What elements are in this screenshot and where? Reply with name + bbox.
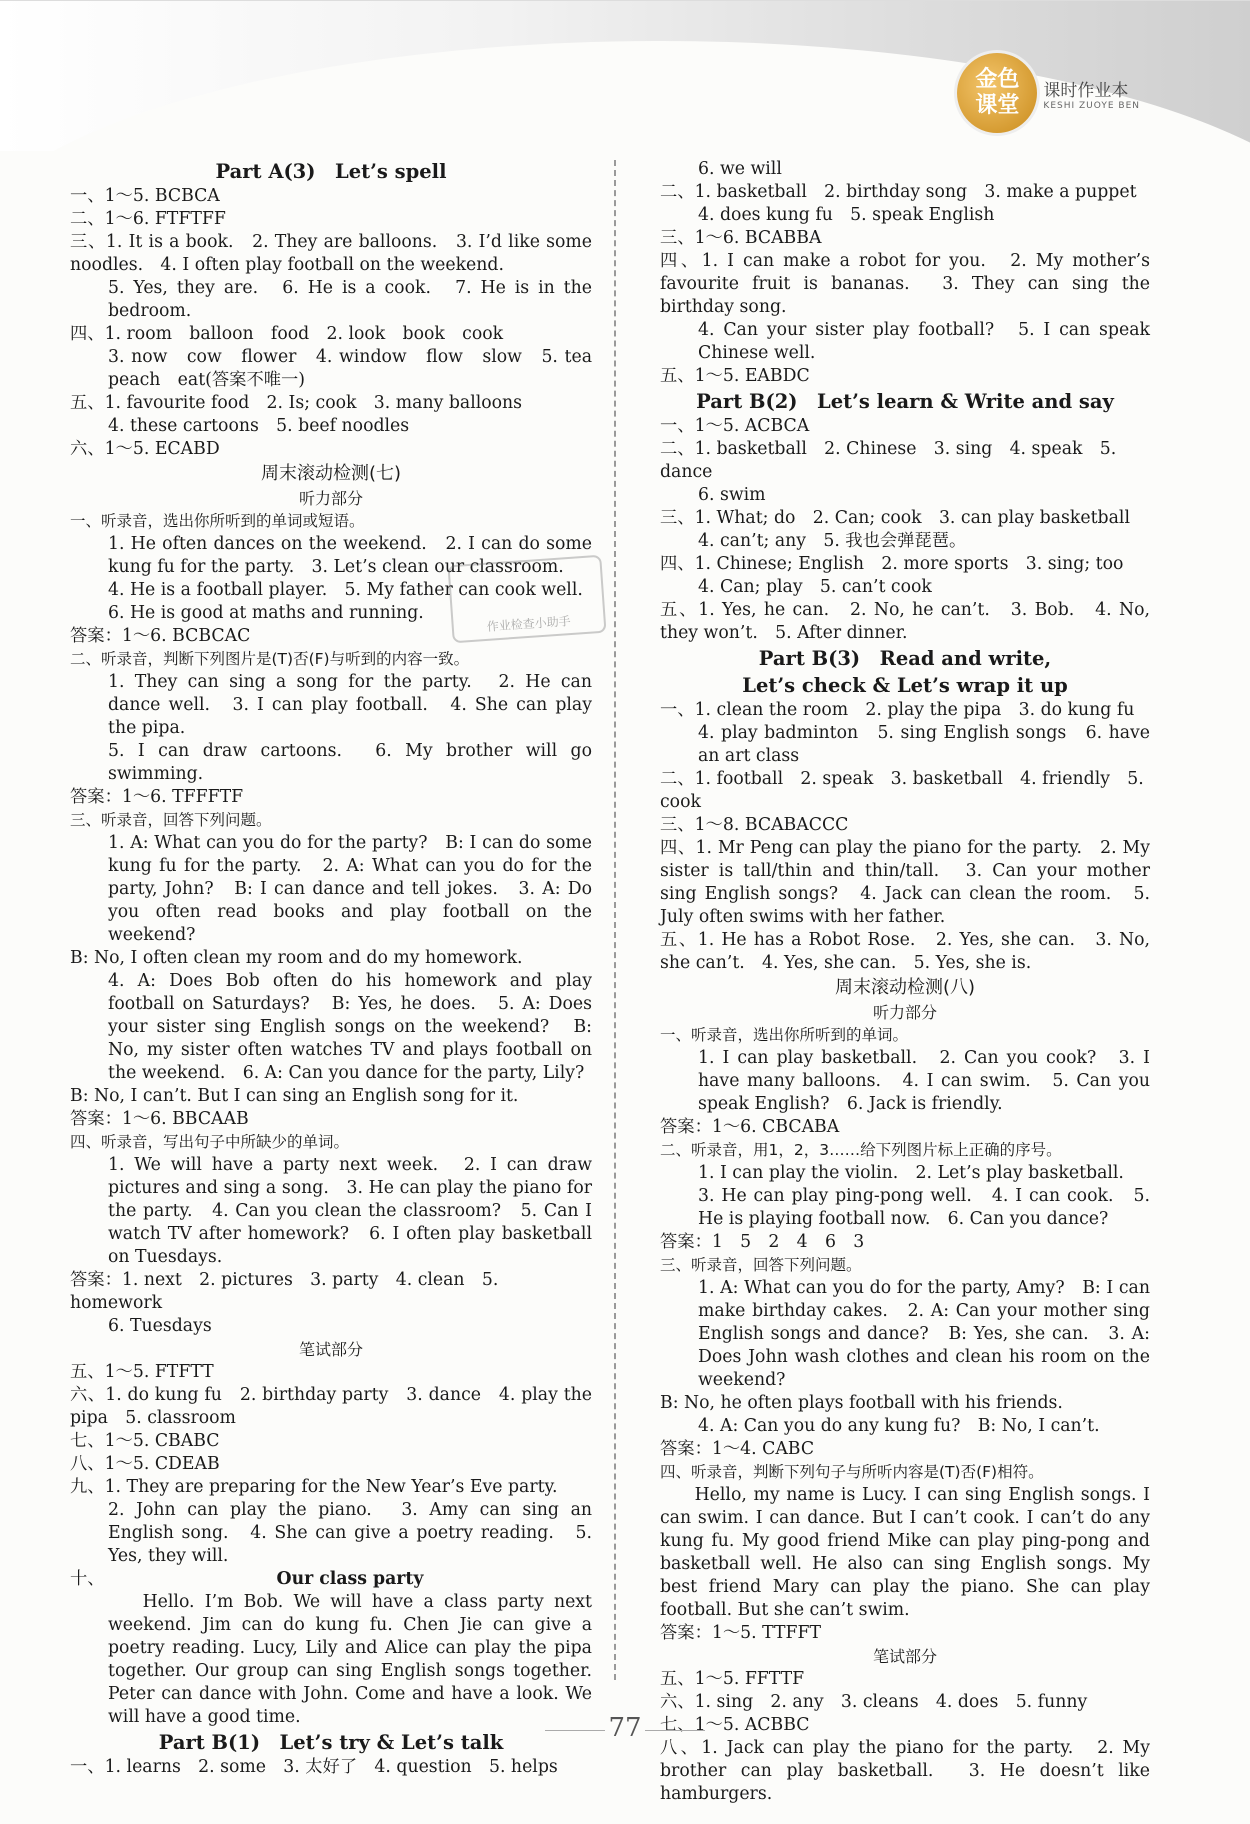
answer-line: 1. A: What can you do for the party, Amy? B: I can make birthday cakes. 2. A: Can your mother sing English songs and dance? B: Yes, she can. 3. A: Does John wash clothes and clean his room on the weekend? bbox=[698, 1278, 1150, 1390]
essay-block bbox=[70, 1568, 592, 1591]
answer-line: 5. I can draw cartoons. 6. My brother will go swimming. bbox=[108, 741, 592, 784]
logo bbox=[957, 53, 1140, 133]
answer-line: 4. these cartoons 5. beef noodles bbox=[108, 416, 410, 436]
answer-line: 五、1. He has a Robot Rose. 2. Yes, she can. 3. No, she can’t. 4. Yes, she can. 5. Yes, she is. bbox=[660, 930, 1150, 973]
writing-subheading: 笔试部分 bbox=[298, 1340, 363, 1359]
section-heading-partA3: Part A(3) Let’s spell bbox=[215, 160, 447, 183]
answer-line: 1. We will have a party next week. 2. I can draw pictures and sing a song. 3. He can play the piano for the party. 4. Can you clean the classroom? 5. Can I watch TV after homework? 6. I often play basketball on Tuesdays. bbox=[108, 1155, 592, 1267]
answer-line: 一、1. learns 2. some 3. 太好了 4. question 5. helps bbox=[70, 1757, 558, 1777]
answer-line: 八、1. Jack can play the piano for the party. 2. My brother can play basketball. 3. He doesn’t like hamburgers. bbox=[660, 1738, 1150, 1804]
question-line: 一、听录音，选出你所听到的单词。 bbox=[660, 1026, 909, 1044]
test8-listening bbox=[660, 1024, 1150, 1645]
logo-badge-line1: 金色 bbox=[975, 67, 1020, 92]
answer-line: 二、1. basketball 2. Chinese 3. sing 4. speak 5. dance bbox=[660, 439, 1117, 482]
answer-line: 九、1. They are preparing for the New Year’s Eve party. bbox=[70, 1477, 558, 1497]
answer-line: 1. I can play the violin. 2. Let’s play basketball. bbox=[698, 1163, 1124, 1183]
answer-line: 1. A: What can you do for the party? B: I can do some kung fu for the party. 2. A: What can you do for the party, John? B: I can dance and tell jokes. 3. A: Do you often read books and play football on the weekend? bbox=[108, 833, 592, 945]
question-line: 三、听录音，回答下列问题。 bbox=[70, 811, 272, 829]
page-number: 77 bbox=[608, 1713, 642, 1743]
question-line: 二、听录音，判断下列图片是(T)否(F)与听到的内容一致。 bbox=[70, 650, 470, 668]
section-heading-partB2: Part B(2) Let’s learn & Write and say bbox=[696, 390, 1114, 413]
listening-subheading: 听力部分 bbox=[872, 1003, 937, 1022]
answer-key: 答案：1～6. CBCABA bbox=[660, 1117, 840, 1137]
answer-line: 2. John can play the piano. 3. Amy can sing an English song. 4. She can give a poetry reading. 5. Yes, they will. bbox=[108, 1500, 592, 1566]
answer-line: 1. They can sing a song for the party. 2. He can dance well. 3. I can play football. 4. She can play the pipa. bbox=[108, 672, 592, 738]
answer-line: 4. can’t; any 5. 我也会弹琵琶。 bbox=[698, 531, 967, 551]
answer-line: B: No, I can’t. But I can sing an English song for it. bbox=[70, 1086, 519, 1106]
question-line: 三、听录音，回答下列问题。 bbox=[660, 1256, 862, 1274]
answer-line: 二、1. football 2. speak 3. basketball 4. friendly 5. cook bbox=[660, 769, 1144, 812]
answer-line: 五、1. Yes, he can. 2. No, he can’t. 3. Bob. 4. No, they won’t. 5. After dinner. bbox=[660, 600, 1150, 643]
answer-key: 答案：1～6. TFFFTF bbox=[70, 787, 244, 807]
answer-line: 七、1～5. CBABC bbox=[70, 1431, 220, 1451]
partB1-continued bbox=[660, 158, 1150, 388]
answer-line: 四、1. room balloon food 2. look book cook bbox=[70, 324, 504, 344]
essay-label: 十、 bbox=[70, 1569, 105, 1589]
answer-line: 3. He can play ping-pong well. 4. I can cook. 5. He is playing football now. 6. Can you dance? bbox=[698, 1186, 1150, 1229]
answer-key: 答案：1 5 2 4 6 3 bbox=[660, 1232, 865, 1252]
answer-line: 4. A: Can you do any kung fu? B: No, I can’t. bbox=[698, 1416, 1100, 1436]
answer-line: 五、1～5. FFTTF bbox=[660, 1669, 805, 1689]
header-banner bbox=[0, 0, 1250, 151]
answer-key: 答案：1～6. BBCAAB bbox=[70, 1109, 249, 1129]
logo-title: 课时作业本 bbox=[1043, 80, 1129, 101]
logo-badge bbox=[957, 53, 1037, 133]
answer-key: 答案：1～6. BCBCAC bbox=[70, 626, 251, 646]
column-divider bbox=[614, 160, 616, 1680]
answer-line: 四、1. Chinese; English 2. more sports 3. sing; too bbox=[660, 554, 1124, 574]
essay-text: Hello. I’m Bob. We will have a class party next weekend. Jim can do kung fu. Chen Jie can give a poetry reading. Lucy, Lily and Alice can play the pipa together. Our group can sing English songs together. Peter can dance with John. Come and have a look. We will have a good time. bbox=[108, 1592, 592, 1727]
answer-line: 六、1. do kung fu 2. birthday party 3. dance 4. play the pipa 5. classroom bbox=[70, 1385, 592, 1428]
answer-line: 四、1. Mr Peng can play the piano for the party. 2. My sister is tall/thin and thin/tall. 3. Can your mother sing English songs? 4. Jack can clean the room. 5. July often swims with her father. bbox=[660, 838, 1150, 927]
answer-line: 6. swim bbox=[698, 485, 766, 505]
answer-line: 五、1. favourite food 2. Is; cook 3. many balloons bbox=[70, 393, 523, 413]
homework-helper-stamp: 作业检查小助手 bbox=[447, 555, 606, 644]
answer-line: 二、1. basketball 2. birthday song 3. make a puppet bbox=[660, 182, 1137, 202]
answer-line: 4. does kung fu 5. speak English bbox=[698, 205, 995, 225]
answer-line: 1. I can play basketball. 2. Can you cook? 3. I have many balloons. 4. I can swim. 5. Can you speak English? 6. Jack is friendly. bbox=[698, 1048, 1150, 1114]
section-heading-test8: 周末滚动检测(八) bbox=[834, 977, 976, 998]
right-column bbox=[660, 158, 1150, 1806]
section-heading-partB3: Part B(3) Read and write, bbox=[758, 647, 1052, 670]
answer-line: 五、1～5. EABDC bbox=[660, 366, 810, 386]
answer-line: B: No, I often clean my room and do my homework. bbox=[70, 948, 523, 968]
answer-line: 4. Can your sister play football? 5. I can speak Chinese well. bbox=[698, 320, 1150, 363]
answer-line: 三、1～8. BCABACCC bbox=[660, 815, 849, 835]
answer-key: 答案：1. next 2. pictures 3. party 4. clean 5. homework bbox=[70, 1270, 499, 1313]
test7-writing bbox=[70, 1361, 592, 1729]
writing-subheading: 笔试部分 bbox=[872, 1647, 937, 1666]
partB3-answers bbox=[660, 699, 1150, 975]
listening-subheading: 听力部分 bbox=[298, 489, 363, 508]
answer-key: 答案：1～4. CABC bbox=[660, 1439, 815, 1459]
section-heading-test7: 周末滚动检测(七) bbox=[260, 463, 402, 484]
question-line: 一、听录音，选出你所听到的单词或短语。 bbox=[70, 512, 365, 530]
logo-subtitle: KESHI ZUOYE BEN bbox=[1043, 100, 1140, 111]
partA3-answers bbox=[70, 185, 592, 461]
answer-line: 四、1. I can make a robot for you. 2. My mother’s favourite fruit is bananas. 3. They can sing the birthday song. bbox=[660, 251, 1150, 317]
question-line: 四、听录音，写出句子中所缺少的单词。 bbox=[70, 1133, 350, 1151]
answer-key: 答案：1～5. TTFFT bbox=[660, 1623, 821, 1643]
answer-line: 4. Can; play 5. can’t cook bbox=[698, 577, 932, 597]
answer-line: 6. He is good at maths and running. bbox=[108, 603, 424, 623]
section-heading-partB1: Part B(1) Let’s try & Let’s talk bbox=[158, 1731, 504, 1754]
answer-line: 五、1～5. FTFTT bbox=[70, 1362, 214, 1382]
answer-line: 4. A: Does Bob often do his homework and play football on Saturdays? B: Yes, he does. 5. A: Does your sister sing English songs on the weekend? B: No, my sister often watches TV and plays football on the weekend. 6. A: Can you dance for the party, Lily? bbox=[108, 971, 592, 1083]
answer-line: B: No, he often plays football with his friends. bbox=[660, 1393, 1063, 1413]
answer-line: 6. we will bbox=[698, 159, 782, 179]
answer-line: 4. play badminton 5. sing English songs 6. have an art class bbox=[698, 723, 1150, 766]
answer-line: 一、1～5. BCBCA bbox=[70, 186, 220, 206]
answer-line: 三、1～6. BCABBA bbox=[660, 228, 822, 248]
answer-line: 三、1. What; do 2. Can; cook 3. can play basketball bbox=[660, 508, 1130, 528]
answer-line: 一、1. clean the room 2. play the pipa 3. do kung fu bbox=[660, 700, 1135, 720]
answer-line: 六、1. sing 2. any 3. cleans 4. does 5. funny bbox=[660, 1692, 1088, 1712]
answer-line: 七、1～5. ACBBC bbox=[660, 1715, 810, 1735]
section-heading-partB3-line2: Let’s check & Let’s wrap it up bbox=[742, 674, 1068, 697]
answer-line: 六、1～5. ECABD bbox=[70, 439, 220, 459]
question-line: 四、听录音，判断下列句子与所听内容是(T)否(F)相符。 bbox=[660, 1463, 1044, 1481]
answer-line: 3. now cow flower 4. window flow slow 5. tea peach eat(答案不唯一) bbox=[108, 347, 592, 390]
logo-badge-line2: 课堂 bbox=[975, 93, 1020, 118]
partB2-answers bbox=[660, 415, 1150, 645]
answer-line: 二、1～6. FTFTFF bbox=[70, 209, 226, 229]
answer-line: 三、1. It is a book. 2. They are balloons. 3. I’d like some noodles. 4. I often play football on the weekend. bbox=[70, 232, 592, 275]
answer-line: 八、1～5. CDEAB bbox=[70, 1454, 220, 1474]
left-column bbox=[70, 158, 592, 1779]
answer-line: 1. He often dances on the weekend. 2. I can do some kung fu for the party. 3. Let’s clean our classroom. bbox=[108, 534, 592, 577]
listening-passage: Hello, my name is Lucy. I can sing English songs. I can swim. I can dance. But I can’t cook. I can’t do any kung fu. My good friend Mike can play ping-pong and basketball well. He also can sing English songs. My best friend Mary can play the piano. She can play football. But she can’t swim. bbox=[660, 1485, 1150, 1620]
answer-line: 4. He is a football player. 5. My father can cook well. bbox=[108, 580, 583, 600]
answer-key: 6. Tuesdays bbox=[108, 1316, 212, 1336]
question-line: 二、听录音，用1，2，3……给下列图片标上正确的序号。 bbox=[660, 1141, 1062, 1159]
essay-title: Our class party bbox=[276, 1569, 424, 1589]
answer-line: 一、1～5. ACBCA bbox=[660, 416, 810, 436]
answer-line: 5. Yes, they are. 6. He is a cook. 7. He is in the bedroom. bbox=[108, 278, 592, 321]
